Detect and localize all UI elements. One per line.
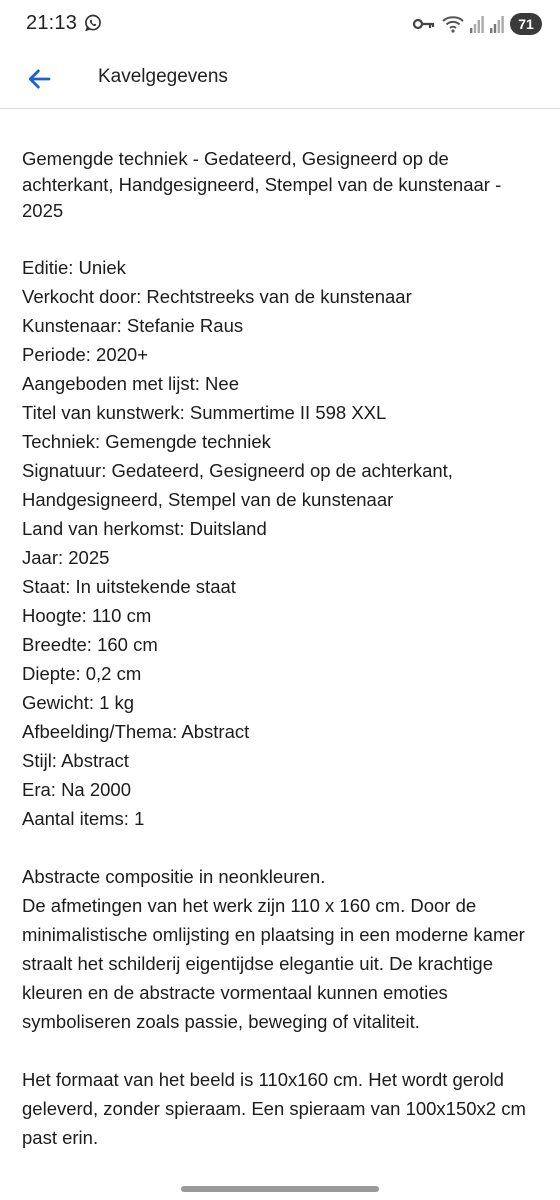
spec-item: Staat: In uitstekende staat bbox=[22, 576, 236, 597]
spec-item: Signatuur: Gedateerd, Gesigneerd op de achterkant, Handgesigneerd, Stempel van de kunstenaar bbox=[22, 460, 453, 510]
vpn-key-icon bbox=[412, 16, 436, 32]
spec-item: Editie: Uniek bbox=[22, 257, 126, 278]
spec-item: Titel van kunstwerk: Summertime II 598 XXL bbox=[22, 402, 387, 423]
spec-item: Kunstenaar: Stefanie Raus bbox=[22, 315, 244, 336]
spec-item: Land van herkomst: Duitsland bbox=[22, 518, 267, 539]
arrow-left-icon[interactable] bbox=[24, 64, 54, 94]
spec-item: Era: Na 2000 bbox=[22, 779, 132, 800]
spec-item: Afbeelding/Thema: Abstract bbox=[22, 721, 250, 742]
status-icons bbox=[412, 12, 542, 36]
signal-icon bbox=[470, 15, 484, 33]
description-body: De afmetingen van het werk zijn 110 x 160 cm. Door de minimalistische omlijsting en plaatsing in een moderne kamer straalt het schilderij eigentijdse elegantie uit. De krachtige kleuren en de abstracte vormentaal kunnen emoties symboliseren zoals passie, beweging of vitaliteit. bbox=[22, 895, 525, 1032]
lot-details bbox=[22, 146, 538, 1152]
signal-icon bbox=[490, 15, 504, 33]
spec-item: Diepte: 0,2 cm bbox=[22, 663, 142, 684]
spec-item: Breedte: 160 cm bbox=[22, 634, 158, 655]
spec-item: Techniek: Gemengde techniek bbox=[22, 431, 271, 452]
spec-item: Verkocht door: Rechtstreeks van de kunstenaar bbox=[22, 286, 412, 307]
spec-list bbox=[22, 253, 538, 833]
status-bar bbox=[0, 0, 560, 48]
navigation-handle[interactable] bbox=[181, 1186, 379, 1192]
format-note: Het formaat van het beeld is 110x160 cm. Het wordt gerold geleverd, zonder spieraam. Een spieraam van 100x150x2 cm past erin. bbox=[22, 1069, 526, 1148]
battery-icon: 71 bbox=[510, 13, 542, 35]
spec-item: Aangeboden met lijst: Nee bbox=[22, 373, 239, 394]
lot-summary: Gemengde techniek - Gedateerd, Gesigneerd op de achterkant, Handgesigneerd, Stempel van de kunstenaar - 2025 bbox=[22, 148, 502, 221]
spec-item: Hoogte: 110 cm bbox=[22, 605, 152, 626]
description-heading: Abstracte compositie in neonkleuren. bbox=[22, 866, 326, 887]
spec-item: Aantal items: 1 bbox=[22, 808, 145, 829]
page-title: Kavelgegevens bbox=[98, 66, 228, 87]
app-bar bbox=[0, 48, 560, 109]
spec-item: Stijl: Abstract bbox=[22, 750, 129, 771]
status-time: 21:13 bbox=[26, 12, 78, 34]
spec-item: Periode: 2020+ bbox=[22, 344, 149, 365]
whatsapp-icon bbox=[83, 13, 103, 33]
wifi-icon bbox=[442, 14, 464, 34]
spec-item: Jaar: 2025 bbox=[22, 547, 110, 568]
spec-item: Gewicht: 1 kg bbox=[22, 692, 135, 713]
